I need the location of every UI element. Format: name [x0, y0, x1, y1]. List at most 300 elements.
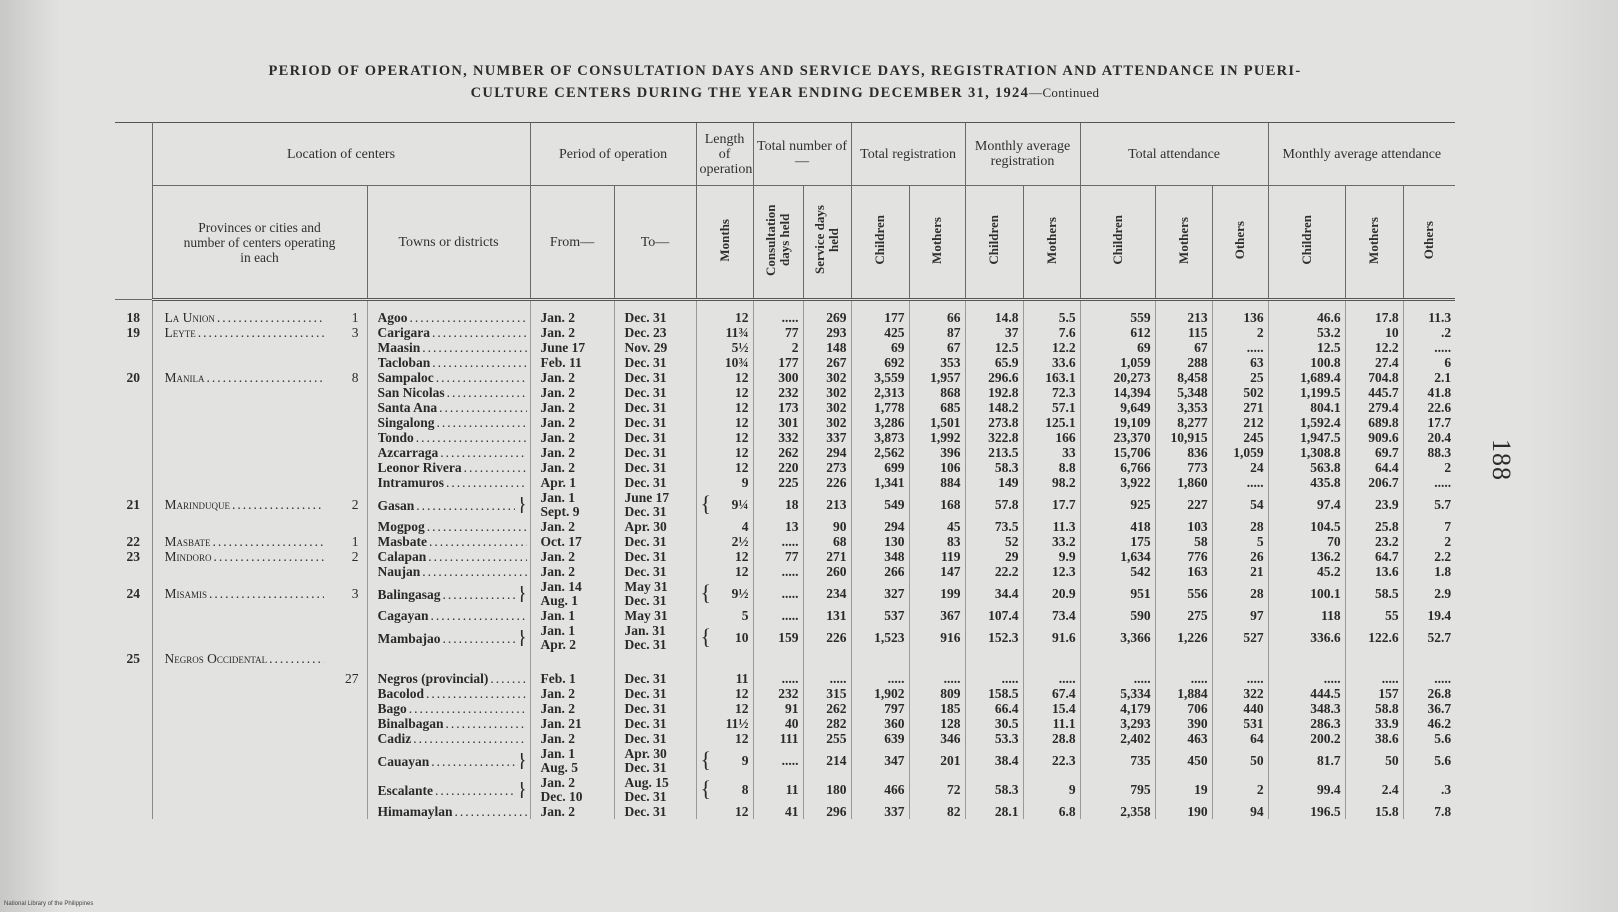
- leader-dots: [446, 717, 527, 731]
- registration-mothers-cell: 72: [909, 775, 965, 804]
- province-cell: [152, 746, 327, 775]
- attendance-others-cell: 322: [1212, 686, 1268, 701]
- center-count: 3: [351, 585, 359, 601]
- attendance-others-cell: 28: [1212, 519, 1268, 534]
- period-to-date: Dec. 31: [624, 804, 667, 819]
- avg-registration-mothers-cell: 20.9: [1023, 579, 1080, 608]
- table-row: [115, 686, 1455, 701]
- children-label: Children: [986, 215, 1002, 265]
- service-days-cell: 302: [803, 385, 851, 400]
- province-cell: [152, 385, 327, 400]
- avg-registration-children-cell: 52: [965, 534, 1023, 549]
- leader-line: [378, 805, 527, 819]
- period-to-date: Nov. 29: [624, 340, 668, 355]
- table-row: [115, 460, 1455, 475]
- avg-attendance-children-cell: 118: [1268, 608, 1345, 623]
- avg-attendance-mothers-cell: 2.4: [1345, 775, 1403, 804]
- avg-attendance-mothers-cell: 69.7: [1345, 445, 1403, 460]
- consultation-days-cell: 220: [753, 460, 803, 475]
- period-to-date: Dec. 31: [624, 355, 667, 370]
- months-cell: 9: [696, 475, 753, 490]
- attendance-children-cell: 735: [1080, 746, 1155, 775]
- center-count: [327, 623, 367, 652]
- row-number: 20: [115, 370, 152, 385]
- leader-line: [378, 565, 527, 579]
- period-from-cell: [530, 355, 614, 370]
- attendance-mothers-cell: 836: [1155, 445, 1212, 460]
- period-from-cell: [530, 579, 614, 608]
- center-count: [327, 340, 367, 355]
- period-to-date: Dec. 31: [624, 475, 667, 490]
- registration-children-header: [851, 186, 909, 300]
- mothers-label: Mothers: [1175, 216, 1191, 264]
- town-cell: [367, 340, 530, 355]
- period-header: Period of operation: [530, 123, 696, 186]
- avg-attendance-others-cell: 2: [1403, 534, 1455, 549]
- months-cell: { 8: [696, 775, 753, 804]
- leader-dots: [429, 535, 527, 549]
- row-number: [115, 731, 152, 746]
- avg-registration-mothers-header: [1023, 186, 1080, 300]
- avg-attendance-others-cell: 1.8: [1403, 564, 1455, 579]
- registration-mothers-cell: 353: [909, 355, 965, 370]
- town-cell: [367, 775, 530, 804]
- avg-registration-mothers-cell: 5.5: [1023, 300, 1080, 326]
- avg-attendance-mothers-cell: 12.2: [1345, 340, 1403, 355]
- town-name: Negros (provincial): [377, 672, 489, 686]
- attendance-mothers-cell: 10,915: [1155, 430, 1212, 445]
- attendance-mothers-cell: 8,277: [1155, 415, 1212, 430]
- registration-mothers-cell: 185: [909, 701, 965, 716]
- registration-children-cell: 266: [851, 564, 909, 579]
- avg-registration-mothers-cell: 15.4: [1023, 701, 1080, 716]
- months-cell: 12: [696, 430, 753, 445]
- province-cell: [152, 490, 327, 519]
- town-name: Escalante: [377, 782, 433, 798]
- table-title: [90, 62, 1480, 102]
- period-to-date: Dec. 31: [624, 671, 667, 686]
- avg-registration-children-cell: 107.4: [965, 608, 1023, 623]
- registration-children-cell: 347: [851, 746, 909, 775]
- period-to-date: Jan. 31: [624, 623, 666, 638]
- town-cell: [367, 686, 530, 701]
- period-to-date: Dec. 31: [624, 503, 667, 519]
- avg-registration-children-cell: 12.5: [965, 340, 1023, 355]
- town-cell: [367, 300, 530, 326]
- period-to-cell: [614, 430, 696, 445]
- town-cell: [367, 623, 530, 652]
- table-row: [115, 564, 1455, 579]
- attendance-mothers-cell: 556: [1155, 579, 1212, 608]
- avg-registration-children-cell: 296.6: [965, 370, 1023, 385]
- town-name: San Nicolas: [377, 385, 445, 400]
- leader-dots: [428, 550, 526, 564]
- period-from-cell: [530, 385, 614, 400]
- period-to-cell: [614, 325, 696, 340]
- province-cell: [152, 430, 327, 445]
- center-count: [327, 430, 367, 445]
- registration-mothers-cell: 1,957: [909, 370, 965, 385]
- town-cell: [367, 415, 530, 430]
- consultation-days-cell: 91: [753, 701, 803, 716]
- period-to-cell: [614, 534, 696, 549]
- town-cell: [367, 549, 530, 564]
- avg-registration-children-cell: 213.5: [965, 445, 1023, 460]
- period-to-cell: [614, 564, 696, 579]
- attendance-others-cell: 26: [1212, 549, 1268, 564]
- province-cell: [152, 445, 327, 460]
- service-days-cell: 294: [803, 445, 851, 460]
- leader-line: [378, 609, 527, 623]
- town-cell: [367, 716, 530, 731]
- service-days-cell: 214: [803, 746, 851, 775]
- attendance-children-cell: 3,366: [1080, 623, 1155, 652]
- consultation-days-cell: 225: [753, 475, 803, 490]
- avg-attendance-children-cell: 435.8: [1268, 475, 1345, 490]
- consultation-days-cell: .....: [753, 579, 803, 608]
- leader-dots: [422, 565, 526, 579]
- table-row: [115, 731, 1455, 746]
- registration-mothers-cell: 83: [909, 534, 965, 549]
- avg-attendance-children-cell: 1,308.8: [1268, 445, 1345, 460]
- leader-line: [165, 550, 325, 564]
- town-cell: [367, 746, 530, 775]
- center-count: 8: [351, 370, 359, 385]
- town-cell: [367, 804, 530, 819]
- period-to-cell: [614, 490, 696, 519]
- attendance-others-cell: 2: [1212, 325, 1268, 340]
- consultation-days-label: Consultation days held: [763, 204, 793, 276]
- period-from-date: Apr. 1: [540, 475, 577, 490]
- period-to-date: Dec. 23: [624, 325, 667, 340]
- province-cell: [152, 370, 327, 385]
- registration-mothers-cell: 916: [909, 623, 965, 652]
- avg-registration-mothers-cell: 67.4: [1023, 686, 1080, 701]
- town-cell: [367, 400, 530, 415]
- registration-mothers-cell: 396: [909, 445, 965, 460]
- consultation-days-cell: 159: [753, 623, 803, 652]
- avg-attendance-mothers-cell: 25.8: [1345, 519, 1403, 534]
- others-label: Others: [1232, 220, 1248, 260]
- avg-attendance-mothers-cell: 64.4: [1345, 460, 1403, 475]
- period-to-date: Apr. 30: [624, 519, 667, 534]
- consultation-days-cell: .....: [753, 746, 803, 775]
- attendance-others-cell: 21: [1212, 564, 1268, 579]
- leader-line: [165, 498, 325, 512]
- avg-attendance-children-cell: 53.2: [1268, 325, 1345, 340]
- leader-dots: [209, 587, 324, 601]
- period-to-date: Dec. 31: [624, 686, 667, 701]
- period-from-cell: [530, 460, 614, 475]
- town-cell: [367, 460, 530, 475]
- avg-attendance-others-header: [1403, 186, 1455, 300]
- months-cell: 4: [696, 519, 753, 534]
- avg-registration-children-cell: 28.1: [965, 804, 1023, 819]
- avg-attendance-others-cell: 2: [1403, 460, 1455, 475]
- avg-registration-mothers-cell: 72.3: [1023, 385, 1080, 400]
- avg-attendance-children-cell: 100.1: [1268, 579, 1345, 608]
- period-to-date: May 31: [624, 608, 668, 623]
- town-cell: [367, 579, 530, 608]
- table-row: [115, 701, 1455, 716]
- table-row: [115, 549, 1455, 564]
- months-cell: { 10: [696, 623, 753, 652]
- row-number: [115, 519, 152, 534]
- avg-registration-children-cell: 57.8: [965, 490, 1023, 519]
- period-from-cell: [530, 534, 614, 549]
- center-count: [327, 775, 367, 804]
- period-from-cell: [530, 300, 614, 326]
- town-name: Intramuros: [377, 475, 445, 490]
- avg-attendance-mothers-cell: 909.6: [1345, 430, 1403, 445]
- province-cell: [152, 608, 327, 623]
- scan-right-shadow: [1528, 0, 1618, 912]
- footer-credit: National Library of the Philippines: [4, 901, 94, 907]
- months-cell: 12: [696, 804, 753, 819]
- avg-attendance-mothers-cell: 23.2: [1345, 534, 1403, 549]
- period-from-date: Jan. 2: [540, 385, 576, 400]
- consultation-days-cell: 232: [753, 385, 803, 400]
- avg-attendance-mothers-cell: 445.7: [1345, 385, 1403, 400]
- registration-children-cell: 130: [851, 534, 909, 549]
- leader-dots: [437, 416, 527, 430]
- registration-mothers-cell: 147: [909, 564, 965, 579]
- avg-registration-children-cell: 73.5: [965, 519, 1023, 534]
- leader-line: [378, 371, 527, 385]
- period-to-cell: [614, 549, 696, 564]
- row-number: [115, 475, 152, 490]
- period-to-date: Dec. 31: [624, 549, 667, 564]
- period-to-cell: [614, 652, 696, 686]
- attendance-mothers-header: [1155, 186, 1212, 300]
- town-cell: [367, 564, 530, 579]
- avg-registration-mothers-cell: 9: [1023, 775, 1080, 804]
- registration-mothers-cell: 67: [909, 340, 965, 355]
- province-cell: [152, 549, 327, 564]
- row-number: [115, 746, 152, 775]
- province-cell: [152, 460, 327, 475]
- service-days-cell: 260: [803, 564, 851, 579]
- consultation-days-cell: 2: [753, 340, 803, 355]
- province-cell: [152, 623, 327, 652]
- avg-attendance-children-cell: 45.2: [1268, 564, 1345, 579]
- attendance-mothers-cell: 275: [1155, 608, 1212, 623]
- period-to-date: Dec. 31: [624, 534, 667, 549]
- leader-dots: [413, 732, 526, 746]
- registration-mothers-cell: 201: [909, 746, 965, 775]
- registration-children-cell: 3,559: [851, 370, 909, 385]
- avg-registration-mothers-cell: 12.3: [1023, 564, 1080, 579]
- avg-attendance-children-cell: 563.8: [1268, 460, 1345, 475]
- town-cell: [367, 325, 530, 340]
- others-label: Others: [1421, 220, 1437, 260]
- attendance-mothers-cell: 67: [1155, 340, 1212, 355]
- period-to-date: Dec. 31: [624, 385, 667, 400]
- leader-line: [378, 702, 527, 716]
- period-to-date: Dec. 31: [624, 445, 667, 460]
- table-row: [115, 519, 1455, 534]
- period-to-cell: [614, 775, 696, 804]
- attendance-mothers-cell: 19: [1155, 775, 1212, 804]
- brace-mark: [517, 782, 527, 798]
- table-row: [115, 445, 1455, 460]
- province-cell: [152, 400, 327, 415]
- service-days-cell: 302: [803, 400, 851, 415]
- registration-mothers-cell: 106: [909, 460, 965, 475]
- period-from-cell: [530, 445, 614, 460]
- province-cell: [152, 325, 327, 340]
- avg-attendance-others-cell: 19.4: [1403, 608, 1455, 623]
- registration-mothers-header: [909, 186, 965, 300]
- avg-registration-children-cell: 58.3: [965, 460, 1023, 475]
- table-header: [115, 123, 1455, 300]
- registration-children-cell: 348: [851, 549, 909, 564]
- attendance-others-cell: 531: [1212, 716, 1268, 731]
- attendance-others-cell: 28: [1212, 579, 1268, 608]
- avg-registration-children-cell: 148.2: [965, 400, 1023, 415]
- avg-registration-mothers-cell: 125.1: [1023, 415, 1080, 430]
- service-days-cell: 226: [803, 475, 851, 490]
- avg-registration-children-cell: 53.3: [965, 731, 1023, 746]
- attendance-mothers-cell: 115: [1155, 325, 1212, 340]
- period-from-cell: [530, 701, 614, 716]
- row-number: [115, 415, 152, 430]
- avg-attendance-others-cell: 36.7: [1403, 701, 1455, 716]
- scan-edge-shadow: [0, 0, 60, 912]
- attendance-children-cell: 69: [1080, 340, 1155, 355]
- attendance-children-cell: 612: [1080, 325, 1155, 340]
- avg-registration-mothers-cell: 28.8: [1023, 731, 1080, 746]
- attendance-mothers-cell: 3,353: [1155, 400, 1212, 415]
- consultation-days-cell: 77: [753, 549, 803, 564]
- leader-dots: [198, 326, 324, 340]
- period-to-cell: [614, 340, 696, 355]
- avg-registration-children-cell: 22.2: [965, 564, 1023, 579]
- town-name: Sampaloc: [377, 370, 434, 385]
- avg-attendance-others-cell: 7: [1403, 519, 1455, 534]
- avg-attendance-mothers-cell: 33.9: [1345, 716, 1403, 731]
- leader-line: [165, 652, 325, 666]
- row-number: [115, 460, 152, 475]
- registration-mothers-cell: .....: [909, 652, 965, 686]
- leader-dots: [410, 311, 527, 325]
- avg-attendance-mothers-cell: 64.7: [1345, 549, 1403, 564]
- avg-attendance-others-cell: 26.8: [1403, 686, 1455, 701]
- brace-mark: [517, 586, 527, 602]
- period-from-date: Jan. 2: [540, 415, 576, 430]
- leader-dots: [269, 652, 324, 666]
- town-cell: [367, 652, 530, 686]
- months-cell: 12: [696, 415, 753, 430]
- towns-header: Towns or districts: [367, 186, 530, 300]
- avg-registration-children-cell: 152.3: [965, 623, 1023, 652]
- attendance-others-cell: .....: [1212, 475, 1268, 490]
- from-header: From—: [530, 186, 614, 300]
- title-line-2-text: CULTURE CENTERS DURING THE YEAR ENDING DECEMBER 31, 1924: [470, 85, 1030, 101]
- period-from-date: Oct. 17: [540, 534, 582, 549]
- center-count: [327, 385, 367, 400]
- town-name: Naujan: [377, 564, 421, 579]
- registration-mothers-cell: 809: [909, 686, 965, 701]
- avg-registration-children-cell: 158.5: [965, 686, 1023, 701]
- leader-dots: [464, 461, 527, 475]
- attendance-mothers-cell: 390: [1155, 716, 1212, 731]
- attendance-children-cell: 20,273: [1080, 370, 1155, 385]
- registration-mothers-cell: 66: [909, 300, 965, 326]
- months-cell: 11½: [696, 716, 753, 731]
- town-name: Tacloban: [377, 355, 431, 370]
- attendance-mothers-cell: 58: [1155, 534, 1212, 549]
- period-from-date: Feb. 1: [540, 671, 576, 686]
- leader-dots: [427, 520, 527, 534]
- avg-attendance-children-header: [1268, 186, 1345, 300]
- period-from-cell: [530, 370, 614, 385]
- period-from-date: Jan. 1: [540, 746, 576, 761]
- leader-dots: [490, 672, 526, 686]
- brace-mark: [517, 497, 527, 513]
- avg-attendance-others-cell: 5.6: [1403, 731, 1455, 746]
- leader-line: [378, 386, 527, 400]
- title-line-1: PERIOD OF OPERATION, NUMBER OF CONSULTATION DAYS AND SERVICE DAYS, REGISTRATION AND ATTENDANCE IN PUERI-: [268, 63, 1302, 79]
- avg-registration-children-header: [965, 186, 1023, 300]
- period-from-date: Jan. 1: [540, 623, 576, 638]
- avg-attendance-others-cell: 11.3: [1403, 300, 1455, 326]
- attendance-others-cell: 94: [1212, 804, 1268, 819]
- table-row: [115, 430, 1455, 445]
- consultation-days-cell: 232: [753, 686, 803, 701]
- avg-attendance-mothers-cell: 10: [1345, 325, 1403, 340]
- period-from-cell: [530, 623, 614, 652]
- avg-registration-mothers-cell: 33: [1023, 445, 1080, 460]
- province-name: Masbate: [164, 534, 211, 549]
- leader-line: [378, 550, 527, 564]
- avg-attendance-children-cell: 136.2: [1268, 549, 1345, 564]
- leader-dots: [217, 311, 324, 325]
- period-to-date: Dec. 31: [624, 460, 667, 475]
- registration-mothers-cell: 199: [909, 579, 965, 608]
- months-header: [696, 186, 753, 300]
- avg-attendance-children-cell: 1,947.5: [1268, 430, 1345, 445]
- period-to-cell: [614, 385, 696, 400]
- registration-mothers-cell: 346: [909, 731, 965, 746]
- attendance-children-cell: 925: [1080, 490, 1155, 519]
- avg-registration-children-cell: 14.8: [965, 300, 1023, 326]
- registration-children-cell: 294: [851, 519, 909, 534]
- leader-line: [378, 630, 527, 646]
- avg-attendance-others-cell: 17.7: [1403, 415, 1455, 430]
- province-cell: [152, 564, 327, 579]
- avg-attendance-others-cell: 20.4: [1403, 430, 1455, 445]
- leader-line: [378, 401, 527, 415]
- avg-attendance-others-cell: .....: [1403, 475, 1455, 490]
- period-to-date: Dec. 31: [624, 430, 667, 445]
- province-name: La Union: [164, 311, 215, 325]
- town-name: Singalong: [377, 415, 435, 430]
- leader-dots: [431, 755, 515, 769]
- registration-mothers-cell: 45: [909, 519, 965, 534]
- service-days-cell: 148: [803, 340, 851, 355]
- avg-registration-children-cell: 65.9: [965, 355, 1023, 370]
- leader-line: [378, 326, 527, 340]
- period-from-date: Jan. 2: [540, 804, 576, 819]
- attendance-children-cell: 4,179: [1080, 701, 1155, 716]
- period-from-cell: [530, 430, 614, 445]
- period-to-date: Dec. 31: [624, 716, 667, 731]
- province-cell: [152, 775, 327, 804]
- service-days-cell: 302: [803, 415, 851, 430]
- service-days-cell: 267: [803, 355, 851, 370]
- town-name: Maasin: [377, 340, 421, 355]
